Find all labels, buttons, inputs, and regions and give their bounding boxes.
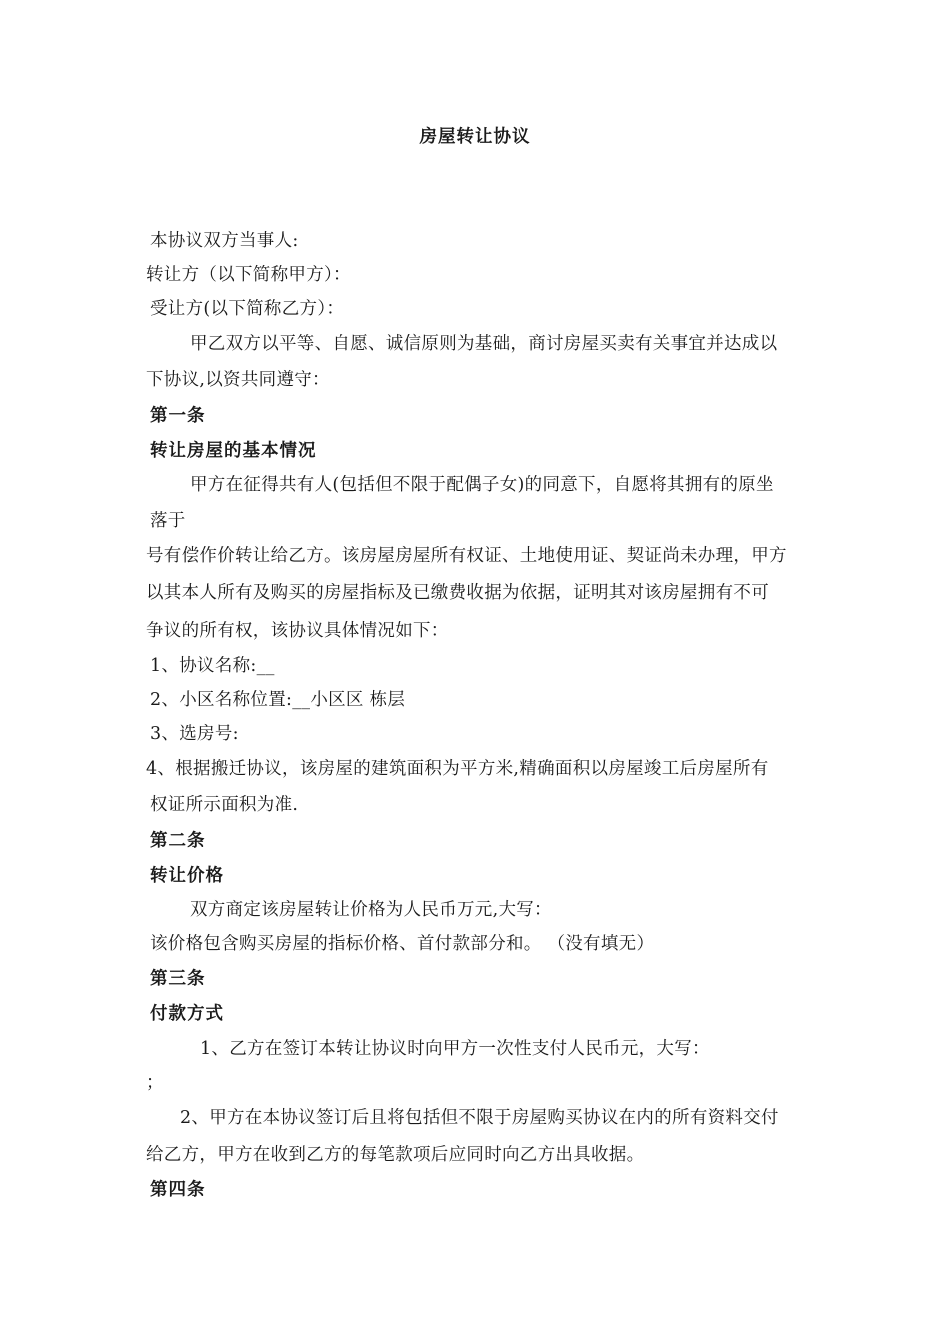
transferee-line: 受让方(以下简称乙方）：	[150, 299, 345, 319]
article-1-para-line-1: 甲方在征得共有人(包括但不限于配偶子女)的同意下，自愿将其拥有的原坐	[190, 475, 774, 495]
article-1-para-line-4: 以其本人所有及购买的房屋指标及已缴费收据为依据，证明其对该房屋拥有不可	[146, 583, 769, 603]
article-3-item-2-line-1: 2、甲方在本协议签订后且将包括但不限于房屋购买协议在内的所有资料交付	[180, 1108, 779, 1128]
transferor-line: 转让方（以下简称甲方）：	[146, 265, 351, 285]
article-1-para-line-5: 争议的所有权，该协议具体情况如下：	[146, 621, 449, 641]
article-1-para-line-2: 落于	[150, 511, 186, 531]
article-2-number: 第二条	[150, 831, 206, 851]
article-1-item-4-line-1: 4、根据搬迁协议，该房屋的建筑面积为平方米,精确面积以房屋竣工后房屋所有	[146, 759, 769, 779]
article-1-item-3: 3、选房号:	[150, 724, 239, 744]
article-1-item-1: 1、协议名称:__	[150, 656, 275, 676]
preamble-line-1: 甲乙双方以平等、自愿、诚信原则为基础，商讨房屋买卖有关事宜并达成以	[190, 334, 778, 354]
article-1-para-line-3: 号有偿作价转让给乙方。该房屋房屋所有权证、土地使用证、契证尚未办理，甲方	[146, 546, 787, 566]
article-1-title: 转让房屋的基本情况	[150, 441, 317, 461]
article-2-title: 转让价格	[150, 866, 224, 886]
article-3-item-2-line-2: 给乙方，甲方在收到乙方的每笔款项后应同时向乙方出具收据。	[146, 1145, 645, 1165]
document-title: 房屋转让协议	[419, 127, 531, 147]
article-3-item-1-continued: ；	[146, 1073, 164, 1093]
article-2-para-line-1: 双方商定该房屋转让价格为人民币万元,大写：	[190, 900, 552, 920]
article-1-item-2: 2、小区名称位置:__小区区 栋层	[150, 690, 406, 710]
article-1-item-4-line-2: 权证所示面积为准.	[150, 795, 299, 815]
article-2-para-line-2: 该价格包含购买房屋的指标价格、首付款部分和。 （没有填无）	[150, 934, 655, 954]
article-3-title: 付款方式	[150, 1004, 224, 1024]
parties-intro: 本协议双方当事人:	[150, 231, 299, 251]
article-3-number: 第三条	[150, 969, 206, 989]
article-1-number: 第一条	[150, 406, 206, 426]
article-3-item-1: 1、乙方在签订本转让协议时向甲方一次性支付人民币元，大写：	[200, 1039, 710, 1059]
preamble-line-2: 下协议,以资共同遵守：	[146, 370, 330, 390]
article-4-number: 第四条	[150, 1180, 206, 1200]
